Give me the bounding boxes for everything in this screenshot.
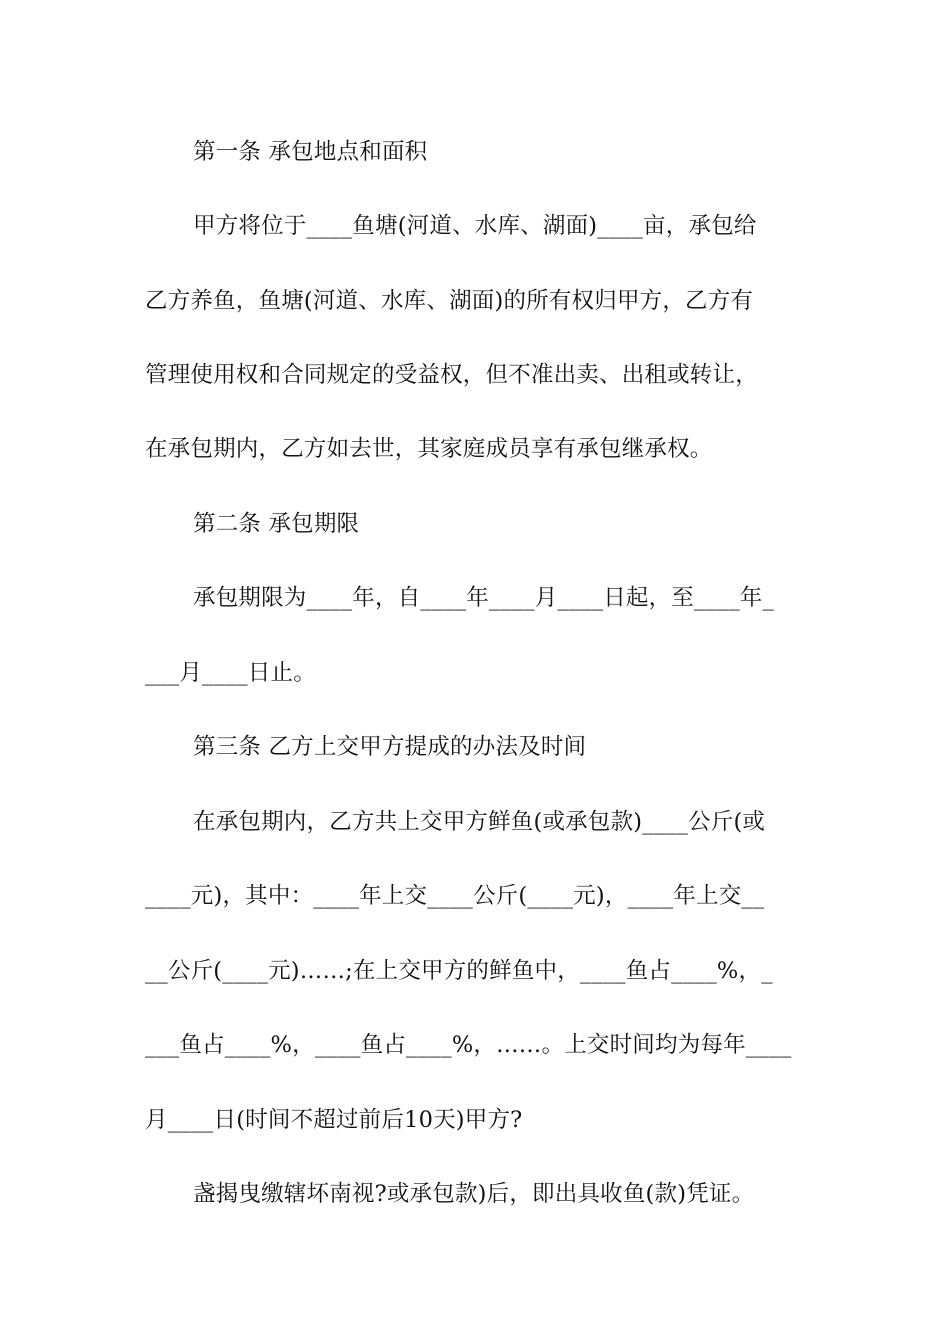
- paragraph-line: 承包期限为____年，自____年____月____日起，至____年_: [193, 585, 774, 611]
- article-2-heading: 第二条 承包期限: [193, 511, 360, 537]
- paragraph-line: 在承包期内，乙方共上交甲方鲜鱼(或承包款)____公斤(或: [193, 809, 766, 835]
- paragraph-line: __公斤(____元)……;在上交甲方的鲜鱼中，____鱼占____%，_: [145, 958, 773, 984]
- article-3-heading: 第三条 乙方上交甲方提成的办法及时间: [193, 734, 587, 760]
- paragraph-line: 在承包期内，乙方如去世，其家庭成员享有承包继承权。: [145, 436, 713, 462]
- article-1-heading: 第一条 承包地点和面积: [193, 139, 428, 165]
- paragraph-line: ___鱼占____%，____鱼占____%，……。上交时间均为每年____: [145, 1032, 792, 1058]
- paragraph-line: ____元)，其中：____年上交____公斤(____元)，____年上交__: [145, 883, 765, 909]
- paragraph-line: 乙方养鱼，鱼塘(河道、水库、湖面)的所有权归甲方，乙方有: [145, 288, 754, 314]
- paragraph-line: 盏揭曳缴辖坏南视?或承包款)后，即出具收鱼(款)凭证。: [193, 1181, 755, 1207]
- paragraph-line: 管理使用权和合同规定的受益权，但不准出卖、出租或转让，: [145, 362, 758, 388]
- paragraph-line: ___月____日止。: [145, 660, 316, 686]
- paragraph-line: 月____日(时间不超过前后10天)甲方?: [145, 1107, 523, 1133]
- paragraph-line: 甲方将位于____鱼塘(河道、水库、湖面)____亩，承包给: [193, 213, 757, 239]
